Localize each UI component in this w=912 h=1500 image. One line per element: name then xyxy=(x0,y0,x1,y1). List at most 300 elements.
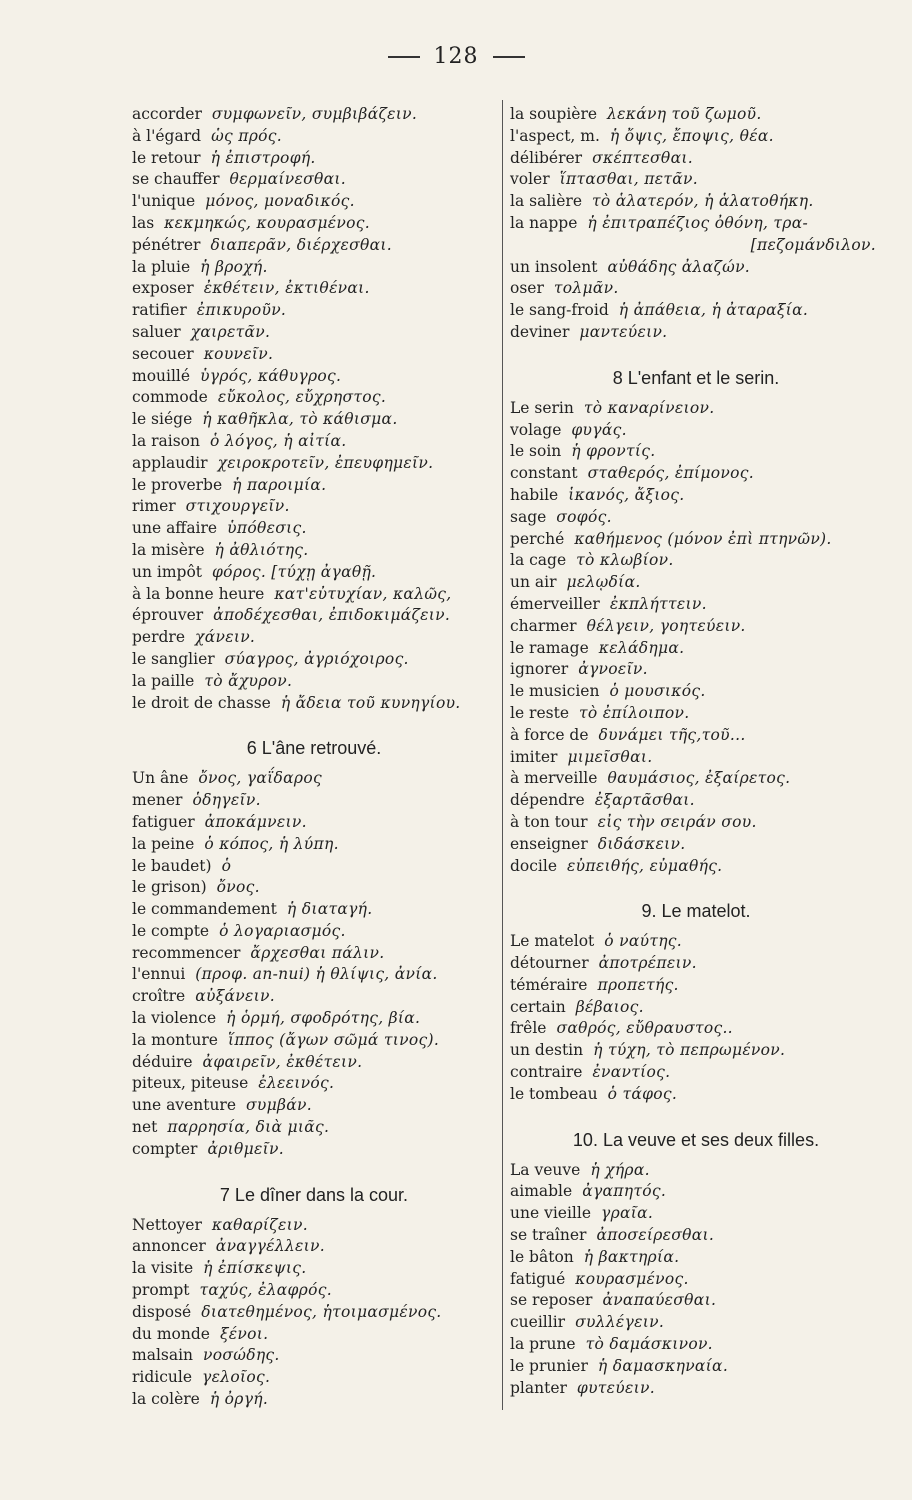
vocab-entry xyxy=(132,366,496,388)
vocab-entry xyxy=(510,213,882,235)
vocab-entry xyxy=(510,529,882,551)
french-term: la monture xyxy=(132,1030,218,1049)
french-term: exposer xyxy=(132,279,194,298)
vocab-entry xyxy=(132,768,496,790)
french-term: un destin xyxy=(510,1041,584,1060)
french-term: prompt xyxy=(132,1281,190,1300)
french-term: déduire xyxy=(132,1052,193,1071)
vocab-entry xyxy=(510,1334,882,1356)
vocab-entry xyxy=(132,1258,496,1280)
greek-translation: μελῳδία. xyxy=(566,573,641,592)
section-title-10: 10. La veuve et ses deux filles. xyxy=(572,1129,820,1150)
vocab-entry xyxy=(510,1269,882,1291)
french-term: volage xyxy=(510,420,562,439)
greek-translation: προπετής. xyxy=(597,975,679,994)
french-term: sage xyxy=(510,507,547,526)
french-term: deviner xyxy=(510,322,570,341)
greek-translation: γραῖα. xyxy=(601,1204,654,1223)
greek-translation: ἀγνοεῖν. xyxy=(578,660,648,679)
french-term: ignorer xyxy=(510,660,569,679)
section-title-6: 6 L'âne retrouvé. xyxy=(246,738,382,759)
greek-translation: τὸ καναρίνειον. xyxy=(583,398,715,417)
french-term: délibérer xyxy=(510,148,583,167)
vocab-entry xyxy=(510,1084,882,1106)
greek-translation: ἀναπαύεσθαι. xyxy=(602,1291,717,1310)
french-term: une aventure xyxy=(132,1096,237,1115)
greek-translation: τολμᾶν. xyxy=(553,279,619,298)
vocab-entry xyxy=(132,671,496,693)
vocab-entry xyxy=(132,693,496,715)
vocab-entry xyxy=(510,638,882,660)
french-term: piteux, piteuse xyxy=(132,1074,249,1093)
greek-translation: ἀποσείρεσθαι. xyxy=(596,1226,715,1245)
french-term: habile xyxy=(510,485,559,504)
greek-translation: ἱκανός, ἄξιος. xyxy=(568,485,685,504)
greek-translation: σοφός. xyxy=(556,507,612,526)
greek-translation: ἡ τύχη, τὸ πεπρωμένον. xyxy=(593,1041,786,1060)
greek-translation: ἡ παροιμία. xyxy=(232,475,327,494)
greek-translation: βέβαιος. xyxy=(575,997,644,1016)
vocab-entry xyxy=(510,1160,882,1182)
french-term: se reposer xyxy=(510,1291,593,1310)
french-term: le retour xyxy=(132,148,201,167)
vocab-entry xyxy=(510,278,882,300)
french-term: dépendre xyxy=(510,791,585,810)
vocab-entry xyxy=(132,235,496,257)
vocab-entry xyxy=(132,1139,496,1161)
greek-translation: ἡ ἀθλιότης. xyxy=(214,540,309,559)
vocab-entry xyxy=(510,659,882,681)
vocab-list-section-9 xyxy=(510,931,882,1105)
greek-translation: διδάσκειν. xyxy=(597,834,686,853)
french-term: la paille xyxy=(132,671,195,690)
french-term: le baudet) xyxy=(132,856,212,875)
greek-translation: ὡς πρός. xyxy=(211,126,282,145)
vocab-entry xyxy=(510,1040,882,1062)
vocab-entry xyxy=(132,409,496,431)
greek-translation: ἀριθμεῖν. xyxy=(207,1139,284,1158)
french-term: voler xyxy=(510,170,550,189)
greek-translation: ὁ xyxy=(221,856,232,875)
french-term: fatiguer xyxy=(132,812,195,831)
french-term: rimer xyxy=(132,497,176,516)
vocab-entry xyxy=(132,1052,496,1074)
french-term: un insolent xyxy=(510,257,598,276)
greek-translation: ἀποδέχεσθαι, ἐπιδοκιμάζειν. xyxy=(213,606,451,625)
vocab-entry xyxy=(510,1312,882,1334)
vocab-entry xyxy=(510,747,882,769)
greek-translation: ἀποκάμνειν. xyxy=(204,812,307,831)
vocab-list-continued-right xyxy=(510,104,882,344)
vocab-list-continued xyxy=(132,104,496,714)
vocab-entry xyxy=(510,300,882,322)
french-term: l'ennui xyxy=(132,965,186,984)
vocab-entry xyxy=(510,616,882,638)
greek-translation: δυνάμει τῆς,τοῦ... xyxy=(598,725,746,744)
vocab-entry xyxy=(132,496,496,518)
greek-translation: διατεθημένος, ἡτοιμασμένος. xyxy=(201,1302,442,1321)
greek-translation: κατ'εὐτυχίαν, καλῶς, xyxy=(274,584,452,603)
vocab-list-section-8 xyxy=(510,398,882,878)
vocab-entry xyxy=(132,1345,496,1367)
french-term: Un âne xyxy=(132,769,189,788)
french-term: commode xyxy=(132,388,208,407)
greek-translation: κουνεῖν. xyxy=(203,344,274,363)
greek-translation: ὑπόθεσις. xyxy=(227,519,307,538)
vocab-entry xyxy=(510,420,882,442)
greek-translation: σκέπτεσθαι. xyxy=(592,148,693,167)
greek-translation: ἡ διαταγή. xyxy=(286,900,373,919)
vocab-entry xyxy=(132,1030,496,1052)
french-term: téméraire xyxy=(510,975,588,994)
french-term: ratifier xyxy=(132,301,187,320)
section-title-8: 8 L'enfant et le serin. xyxy=(612,367,780,388)
greek-translation: ἡ ἄδεια τοῦ κυνηγίου. xyxy=(280,693,461,712)
greek-translation: ἐκπλήττειν. xyxy=(609,594,707,613)
vocab-entry xyxy=(510,257,882,279)
vocab-entry xyxy=(132,518,496,540)
french-term: émerveiller xyxy=(510,594,600,613)
french-term: le compte xyxy=(132,921,210,940)
vocab-entry xyxy=(510,1062,882,1084)
vocab-entry xyxy=(510,790,882,812)
french-term: la violence xyxy=(132,1009,217,1028)
greek-translation: εὔκολος, εὔχρηστος. xyxy=(217,388,387,407)
vocab-entry xyxy=(132,899,496,921)
greek-translation: ἄρχεσθαι πάλιν. xyxy=(250,943,385,962)
french-term: le musicien xyxy=(510,682,600,701)
greek-translation: ἡ ἐπιστροφή. xyxy=(210,148,316,167)
vocab-entry xyxy=(132,431,496,453)
greek-translation: ἡ ἐπιτραπέζιος ὀθόνη, τρα- xyxy=(587,213,808,232)
greek-translation: ἀναγγέλλειν. xyxy=(215,1237,325,1256)
greek-translation: ἀφαιρεῖν, ἐκθέτειν. xyxy=(202,1052,363,1071)
french-term: perdre xyxy=(132,628,186,647)
vocab-entry xyxy=(132,1302,496,1324)
greek-translation: ὁ λόγος, ἡ αἰτία. xyxy=(210,431,347,450)
french-term: las xyxy=(132,213,155,232)
vocab-entry xyxy=(132,191,496,213)
french-term: le reste xyxy=(510,703,569,722)
greek-translation: τὸ ἁλατερόν, ἡ ἁλατοθήκη. xyxy=(592,192,814,211)
vocab-entry xyxy=(510,931,882,953)
greek-translation: ὁδηγεῖν. xyxy=(192,791,261,810)
greek-translation: ἡ ὄψις, ἔποψις, θέα. xyxy=(609,126,774,145)
vocab-entry xyxy=(510,572,882,594)
french-term: cueillir xyxy=(510,1313,566,1332)
section-title-7: 7 Le dîner dans la cour. xyxy=(219,1184,409,1205)
greek-translation: καθαρίζειν. xyxy=(211,1215,308,1234)
french-term: le grison) xyxy=(132,878,207,897)
french-term: le tombeau xyxy=(510,1084,598,1103)
french-term: détourner xyxy=(510,954,589,973)
vocab-entry xyxy=(510,169,882,191)
vocab-entry xyxy=(510,126,882,148)
french-term: se chauffer xyxy=(132,170,220,189)
greek-translation: νοσώδης. xyxy=(203,1346,280,1365)
french-term: oser xyxy=(510,279,544,298)
greek-translation: διαπερᾶν, διέρχεσθαι. xyxy=(210,235,392,254)
vocab-entry xyxy=(132,278,496,300)
vocab-entry xyxy=(132,1367,496,1389)
greek-translation: θαυμάσιος, ἐξαίρετος. xyxy=(607,769,791,788)
greek-translation: ἐναντίος. xyxy=(592,1063,671,1082)
greek-translation: ἡ ἐπίσκεψις. xyxy=(203,1259,307,1278)
vocab-list-section-6 xyxy=(132,768,496,1160)
greek-translation: σύαγρος, ἀγριόχοιρος. xyxy=(224,649,409,668)
french-term: la visite xyxy=(132,1259,194,1278)
greek-translation: (προφ. an-nui) ἡ θλίψις, ἀνία. xyxy=(195,965,438,984)
vocab-entry xyxy=(132,1389,496,1411)
french-term: le droit de chasse xyxy=(132,693,271,712)
french-term: se traîner xyxy=(510,1226,587,1245)
french-term: un air xyxy=(510,573,557,592)
french-term: à la bonne heure xyxy=(132,584,265,603)
greek-translation: στιχουργεῖν. xyxy=(185,497,290,516)
greek-translation: ἵππος (ἄγων σῶμά τινος). xyxy=(227,1030,440,1049)
french-term: à force de xyxy=(510,725,589,744)
vocab-entry xyxy=(132,649,496,671)
greek-translation: ἡ ἀπάθεια, ἡ ἀταραξία. xyxy=(618,301,809,320)
french-term: à l'égard xyxy=(132,126,202,145)
french-term: recommencer xyxy=(132,943,241,962)
greek-translation: τὸ ἄχυρον. xyxy=(204,671,293,690)
right-column xyxy=(510,104,882,1399)
vocab-entry xyxy=(510,975,882,997)
vocab-entry xyxy=(132,1095,496,1117)
vocab-entry xyxy=(132,1117,496,1139)
vocab-entry xyxy=(510,703,882,725)
greek-translation: παρρησία, διὰ μιᾶς. xyxy=(167,1118,330,1137)
vocab-entry xyxy=(132,964,496,986)
french-term: le siége xyxy=(132,410,193,429)
french-term: mouillé xyxy=(132,366,191,385)
greek-translation: φυτεύειν. xyxy=(576,1378,655,1397)
french-term: constant xyxy=(510,464,578,483)
vocab-entry xyxy=(510,681,882,703)
french-term: la prune xyxy=(510,1335,576,1354)
french-term: du monde xyxy=(132,1324,210,1343)
vocab-entry xyxy=(510,485,882,507)
vocab-entry xyxy=(132,1280,496,1302)
french-term: à ton tour xyxy=(510,812,588,831)
vocab-entry xyxy=(132,1324,496,1346)
greek-translation: εἰς τὴν σειράν σου. xyxy=(597,812,757,831)
dash-right xyxy=(493,56,525,58)
page-number xyxy=(0,44,912,69)
french-term: mener xyxy=(132,791,183,810)
greek-translation: ἵπτασθαι, πετᾶν. xyxy=(559,170,698,189)
vocab-entry xyxy=(510,463,882,485)
french-term: le commandement xyxy=(132,900,277,919)
greek-translation: ἡ βακτηρία. xyxy=(583,1247,680,1266)
greek-translation: λεκάνη τοῦ ζωμοῦ. xyxy=(607,105,762,123)
vocab-entry xyxy=(510,235,882,257)
vocab-entry xyxy=(132,605,496,627)
greek-translation: ἐκθέτειν, ἐκτιθέναι. xyxy=(203,279,370,298)
french-term: l'aspect, m. xyxy=(510,126,600,145)
greek-translation: θέλγειν, γοητεύειν. xyxy=(586,616,746,635)
vocab-entry xyxy=(132,1073,496,1095)
french-term: disposé xyxy=(132,1302,192,1321)
greek-translation: χαιρετᾶν. xyxy=(190,322,271,341)
vocab-entry xyxy=(510,550,882,572)
vocab-entry xyxy=(510,1203,882,1225)
vocab-entry xyxy=(510,725,882,747)
greek-translation: χειροκροτεῖν, ἐπευφημεῖν. xyxy=(217,453,434,472)
french-term: la pluie xyxy=(132,257,191,276)
french-term: aimable xyxy=(510,1182,573,1201)
vocab-entry xyxy=(132,562,496,584)
french-term: net xyxy=(132,1118,158,1137)
french-term: la salière xyxy=(510,192,582,211)
greek-translation: ὁ κόπος, ἡ λύπη. xyxy=(204,834,339,853)
french-term: le sang-froid xyxy=(510,301,609,320)
vocab-entry xyxy=(510,768,882,790)
greek-translation: μιμεῖσθαι. xyxy=(567,747,653,766)
vocab-entry xyxy=(510,441,882,463)
french-term: compter xyxy=(132,1139,198,1158)
greek-translation: ὑγρός, κάθυγρος. xyxy=(200,366,342,385)
french-term: une vieille xyxy=(510,1204,591,1223)
greek-translation: ἐλεεινός. xyxy=(258,1074,335,1093)
french-term: le sanglier xyxy=(132,649,215,668)
greek-translation: ἡ φροντίς. xyxy=(571,442,656,461)
vocab-entry xyxy=(510,812,882,834)
french-term: annoncer xyxy=(132,1237,206,1256)
vocab-entry xyxy=(132,921,496,943)
french-term: la nappe xyxy=(510,213,578,232)
greek-translation: ὁ λογαριασμός. xyxy=(219,921,346,940)
vocab-entry xyxy=(132,1008,496,1030)
greek-translation: ἡ βροχή. xyxy=(200,257,268,276)
greek-translation: καθήμενος (μόνον ἐπὶ πτηνῶν). xyxy=(574,529,832,548)
french-term: malsain xyxy=(132,1346,194,1365)
vocab-entry xyxy=(132,627,496,649)
greek-translation: αὐθάδης ἀλαζών. xyxy=(607,257,751,276)
page-number-text: 128 xyxy=(433,44,479,69)
section-title-9: 9. Le matelot. xyxy=(641,901,751,922)
greek-translation: αὐξάνειν. xyxy=(195,987,275,1006)
vocab-entry xyxy=(510,834,882,856)
greek-translation: ὄνος, γαΐδαρος xyxy=(198,769,322,788)
greek-translation: φόρος. [τύχῃ ἀγαθῇ. xyxy=(212,562,377,581)
greek-translation: ξένοι. xyxy=(219,1324,269,1343)
vocab-entry xyxy=(510,1247,882,1269)
greek-translation: ἡ καθῆκλα, τὸ κάθισμα. xyxy=(202,410,398,429)
french-term: accorder xyxy=(132,105,202,123)
french-term: fatigué xyxy=(510,1269,566,1288)
french-term: Nettoyer xyxy=(132,1215,202,1234)
greek-translation: ἡ χήρα. xyxy=(590,1160,650,1179)
greek-translation: ἐπικυροῦν. xyxy=(196,301,287,320)
french-term: applaudir xyxy=(132,453,208,472)
vocab-entry xyxy=(132,856,496,878)
vocab-list-section-10 xyxy=(510,1160,882,1400)
french-term: à merveille xyxy=(510,769,598,788)
french-term: secouer xyxy=(132,344,194,363)
vocab-entry xyxy=(132,943,496,965)
vocab-entry xyxy=(510,953,882,975)
french-term: la misère xyxy=(132,540,205,559)
vocab-entry xyxy=(132,169,496,191)
vocab-entry xyxy=(510,104,882,126)
greek-translation: μαντεύειν. xyxy=(579,322,668,341)
french-term: frêle xyxy=(510,1019,547,1038)
greek-translation: κουρασμένος. xyxy=(575,1269,689,1288)
french-term: la raison xyxy=(132,431,201,450)
french-term: saluer xyxy=(132,322,181,341)
french-term: enseigner xyxy=(510,834,588,853)
greek-translation: ἡ ὀργή. xyxy=(209,1390,269,1409)
french-term: planter xyxy=(510,1378,567,1397)
greek-translation: ταχύς, ἐλαφρός. xyxy=(199,1281,332,1300)
vocab-entry xyxy=(132,453,496,475)
french-term: une affaire xyxy=(132,519,218,538)
greek-translation: μόνος, μοναδικός. xyxy=(205,192,355,211)
greek-translation: γελοῖος. xyxy=(202,1368,271,1387)
greek-translation: εὐπειθής, εὐμαθής. xyxy=(567,856,723,875)
french-term: le bâton xyxy=(510,1247,574,1266)
vocab-entry xyxy=(510,1356,882,1378)
french-term: pénétrer xyxy=(132,235,201,254)
french-term: La veuve xyxy=(510,1160,581,1179)
vocab-entry xyxy=(132,104,496,126)
vocab-entry xyxy=(132,584,496,606)
greek-translation: ἀποτρέπειν. xyxy=(598,954,697,973)
greek-translation: ἀγαπητός. xyxy=(582,1182,667,1201)
french-term: la colère xyxy=(132,1390,200,1409)
vocab-entry xyxy=(510,1181,882,1203)
french-term: Le matelot xyxy=(510,932,595,951)
greek-translation: ἡ ὁρμή, σφοδρότης, βία. xyxy=(226,1009,421,1028)
vocab-entry xyxy=(510,594,882,616)
vocab-entry xyxy=(510,1225,882,1247)
vocab-entry xyxy=(132,300,496,322)
french-term: un impôt xyxy=(132,562,203,581)
greek-translation: τὸ ἐπίλοιπον. xyxy=(579,703,690,722)
french-term: docile xyxy=(510,856,558,875)
vocab-entry xyxy=(510,997,882,1019)
dash-left xyxy=(388,56,420,58)
greek-translation: ἐξαρτᾶσθαι. xyxy=(594,791,695,810)
french-term: Le serin xyxy=(510,398,574,417)
vocab-entry xyxy=(132,540,496,562)
vocab-entry xyxy=(132,1215,496,1237)
vocab-entry xyxy=(510,507,882,529)
vocab-entry xyxy=(132,812,496,834)
greek-translation: κελάδημα. xyxy=(598,638,685,657)
greek-translation: ὄνος. xyxy=(216,878,260,897)
french-term: charmer xyxy=(510,616,577,635)
greek-translation: σταθερός, ἐπίμονος. xyxy=(587,464,754,483)
french-term: le proverbe xyxy=(132,475,223,494)
french-term: éprouver xyxy=(132,606,204,625)
vocab-entry xyxy=(510,191,882,213)
french-term: le ramage xyxy=(510,638,589,657)
vocab-entry xyxy=(132,1236,496,1258)
greek-translation: χάνειν. xyxy=(195,628,256,647)
vocab-entry xyxy=(132,257,496,279)
french-term: perché xyxy=(510,529,565,548)
greek-translation: συμβάν. xyxy=(246,1096,312,1115)
french-term: la peine xyxy=(132,834,195,853)
column-divider xyxy=(502,100,503,1410)
vocab-list-section-7 xyxy=(132,1215,496,1411)
french-term: la soupière xyxy=(510,105,598,123)
greek-translation: κεκμηκώς, κουρασμένος. xyxy=(164,213,370,232)
french-term: l'unique xyxy=(132,192,196,211)
